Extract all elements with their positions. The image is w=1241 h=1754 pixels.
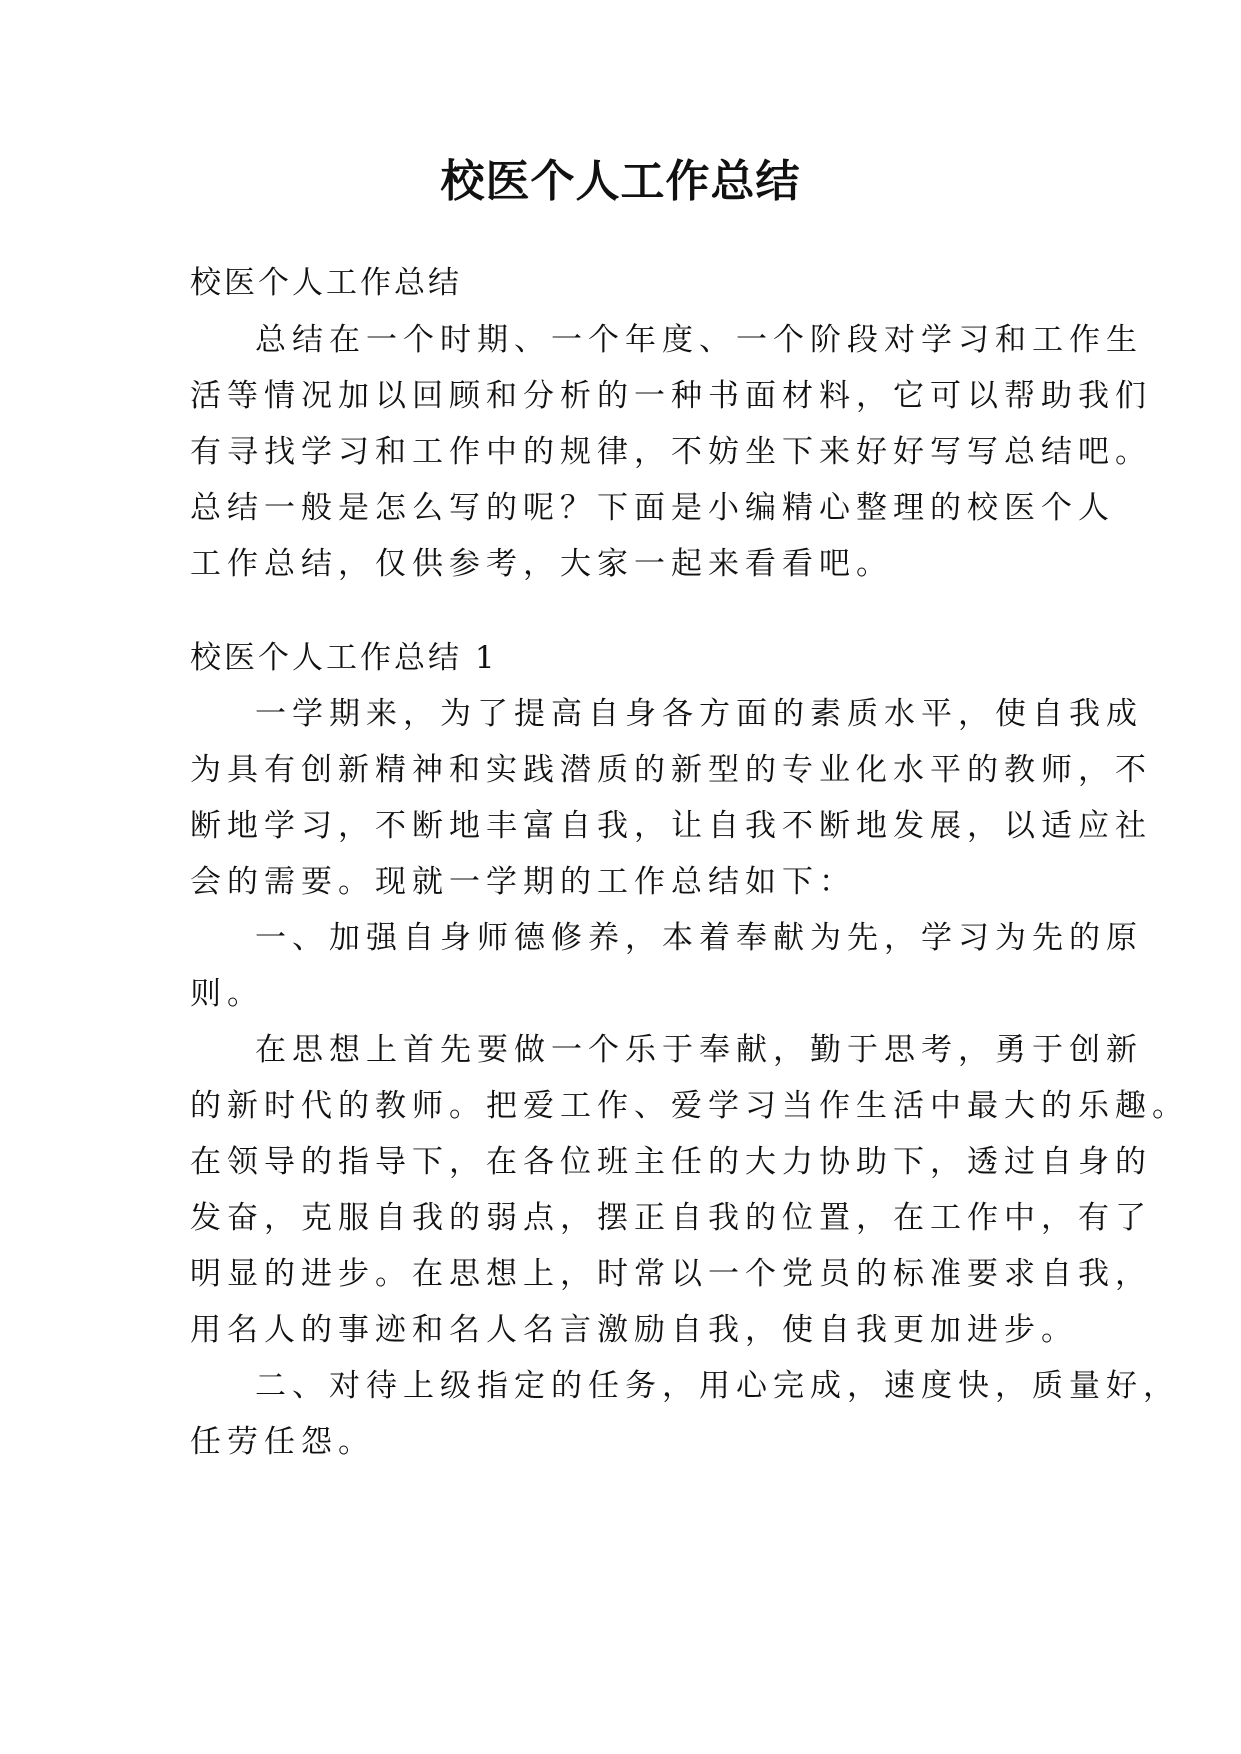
paragraph-line: 的新时代的教师。把爱工作、爱学习当作生活中最大的乐趣。 <box>190 1088 1189 1124</box>
paragraph-line: 总结一般是怎么写的呢？下面是小编精心整理的校医个人 <box>190 490 1115 526</box>
paragraph-line: 有寻找学习和工作中的规律，不妨坐下来好好写写总结吧。 <box>190 434 1152 470</box>
paragraph-line: 在领导的指导下，在各位班主任的大力协助下，透过自身的 <box>190 1144 1152 1180</box>
paragraph-line: 工作总结，仅供参考，大家一起来看看吧。 <box>190 546 893 582</box>
paragraph-line: 用名人的事迹和名人名言激励自我，使自我更加进步。 <box>190 1312 1078 1348</box>
section-heading-1: 校医个人工作总结 1 <box>190 640 498 676</box>
paragraph-line: 为具有创新精神和实践潜质的新型的专业化水平的教师，不 <box>190 752 1152 788</box>
paragraph-line: 发奋，克服自我的弱点，摆正自我的位置，在工作中，有了 <box>190 1200 1152 1236</box>
paragraph-line: 活等情况加以回顾和分析的一种书面材料，它可以帮助我们 <box>190 378 1152 414</box>
paragraph-line: 明显的进步。在思想上，时常以一个党员的标准要求自我， <box>190 1256 1152 1292</box>
paragraph-line: 一学期来，为了提高自身各方面的素质水平，使自我成 <box>255 696 1143 732</box>
section-heading-intro: 校医个人工作总结 <box>190 265 462 301</box>
paragraph-line: 总结在一个时期、一个年度、一个阶段对学习和工作生 <box>255 322 1143 358</box>
paragraph-line: 则。 <box>190 976 264 1012</box>
paragraph-line: 断地学习，不断地丰富自我，让自我不断地发展，以适应社 <box>190 808 1152 844</box>
paragraph-line: 会的需要。现就一学期的工作总结如下： <box>190 864 856 900</box>
document-title: 校医个人工作总结 <box>440 156 801 207</box>
paragraph-line: 一、加强自身师德修养，本着奉献为先，学习为先的原 <box>255 920 1143 956</box>
paragraph-line: 任劳任怨。 <box>190 1424 375 1460</box>
paragraph-line: 在思想上首先要做一个乐于奉献，勤于思考，勇于创新 <box>255 1032 1143 1068</box>
paragraph-line: 二、对待上级指定的任务，用心完成，速度快，质量好， <box>255 1368 1180 1404</box>
